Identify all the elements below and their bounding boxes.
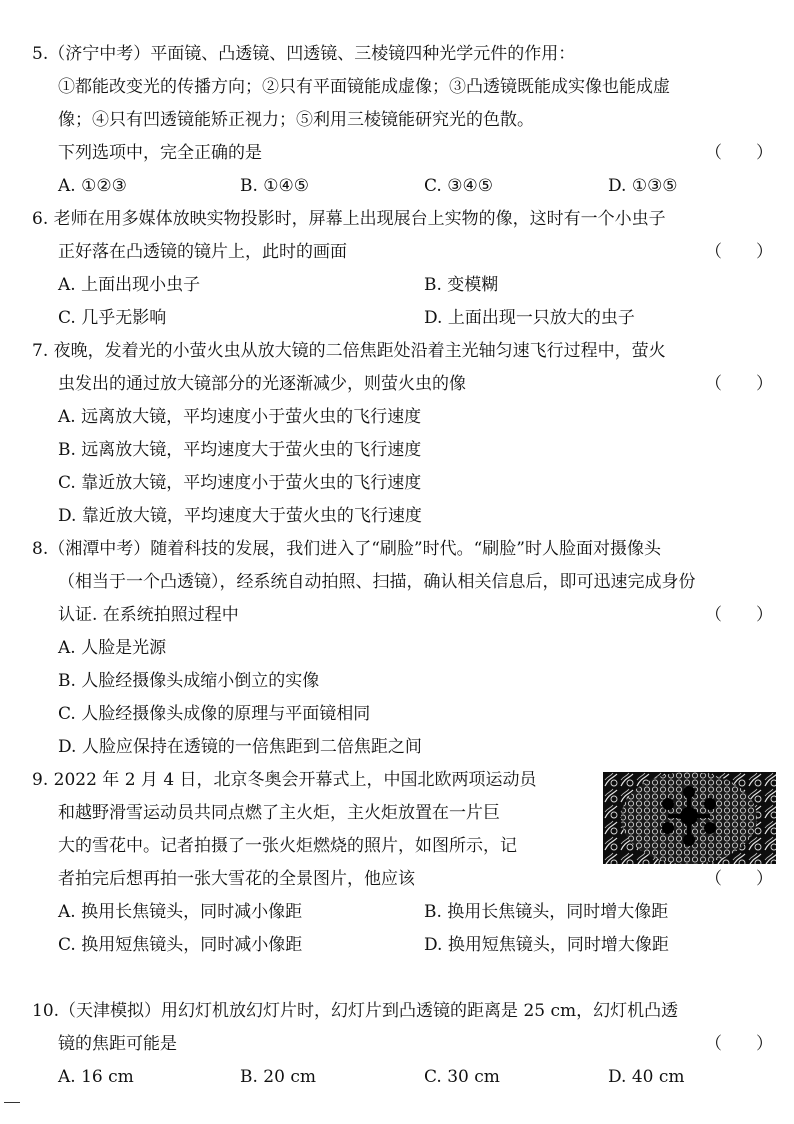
q7-option-d: D. 靠近放大镜，平均速度大于萤火虫的飞行速度	[58, 506, 422, 526]
q9-options-row-1	[58, 896, 777, 929]
q9-line-2: 和越野滑雪运动员共同点燃了主火炬，主火炬放置在一片巨	[58, 803, 500, 823]
answer-paren: （ ）	[705, 869, 773, 889]
q8-line-3: 认证. 在系统拍照过程中 （ ）	[58, 599, 777, 632]
q6-option-c: C. 几乎无影响	[58, 308, 167, 328]
answer-paren: （ ）	[705, 242, 773, 262]
q8-option-b: B. 人脸经摄像头成缩小倒立的实像	[58, 671, 320, 691]
q6-line-2: 正好落在凸透镜的镜片上，此时的画面 （ ）	[58, 236, 777, 269]
snowflake-torch-photo	[603, 772, 776, 864]
q10-option-d: D. 40 cm	[608, 1067, 685, 1087]
q9-options-row-2	[58, 929, 777, 962]
q6-options-row-2	[58, 302, 777, 335]
answer-paren: （ ）	[705, 374, 773, 394]
q10-option-c: C. 30 cm	[424, 1067, 500, 1087]
q10-line-1: 10.（天津模拟）用幻灯机放幻灯片时，幻灯片到凸透镜的距离是 25 cm，幻灯机凸透	[32, 1001, 679, 1021]
q9-line-3: 大的雪花中。记者拍摄了一张火炬燃烧的照片，如图所示，记	[58, 836, 517, 856]
q9-line-1: 9. 2022 年 2 月 4 日，北京冬奥会开幕式上，中国北欧两项运动员	[32, 770, 537, 790]
q8-option-a: A. 人脸是光源	[58, 638, 167, 658]
answer-paren: （ ）	[705, 143, 773, 163]
q9-option-a: A. 换用长焦镜头，同时减小像距	[58, 902, 303, 922]
q9-option-c: C. 换用短焦镜头，同时减小像距	[58, 935, 303, 955]
q7-line-1: 7. 夜晚，发着光的小萤火虫从放大镜的二倍焦距处沿着主光轴匀速飞行过程中，萤火	[32, 341, 666, 361]
q5-line-1: 5.（济宁中考）平面镜、凸透镜、凹透镜、三棱镜四种光学元件的作用：	[32, 44, 576, 64]
q9-line-4: 者拍完后想再拍一张大雪花的全景图片，他应该 （ ）	[58, 863, 777, 896]
q5-line-3: 像；④只有凹透镜能矫正视力；⑤利用三棱镜能研究光的色散。	[58, 110, 534, 130]
q7-line-2: 虫发出的通过放大镜部分的光逐渐减少，则萤火虫的像 （ ）	[58, 368, 777, 401]
answer-paren: （ ）	[705, 605, 773, 625]
q5-options	[58, 170, 777, 203]
q8-option-d: D. 人脸应保持在透镜的一倍焦距到二倍焦距之间	[58, 737, 422, 757]
q6-option-b: B. 变模糊	[424, 275, 499, 295]
q5-line-2: ①都能改变光的传播方向；②只有平面镜能成虚像；③凸透镜既能成实像也能成虚	[58, 77, 670, 97]
q9-option-b: B. 换用长焦镜头，同时增大像距	[424, 902, 669, 922]
q10-line-2: 镜的焦距可能是 （ ）	[58, 1028, 777, 1061]
q5-option-c: C. ③④⑤	[424, 176, 493, 196]
q10-options	[58, 1061, 777, 1094]
q7-option-b: B. 远离放大镜，平均速度大于萤火虫的飞行速度	[58, 440, 422, 460]
q10-option-b: B. 20 cm	[240, 1067, 316, 1087]
q6-line-1: 6. 老师在用多媒体放映实物投影时，屏幕上出现展台上实物的像，这时有一个小虫子	[32, 209, 666, 229]
q7-option-a: A. 远离放大镜，平均速度小于萤火虫的飞行速度	[58, 407, 422, 427]
q7-option-c: C. 靠近放大镜，平均速度小于萤火虫的飞行速度	[58, 473, 422, 493]
q5-option-b: B. ①④⑤	[240, 176, 310, 196]
answer-paren: （ ）	[705, 1034, 773, 1054]
q9-option-d: D. 换用短焦镜头，同时增大像距	[424, 935, 669, 955]
q6-option-a: A. 上面出现小虫子	[58, 275, 201, 295]
q8-line-2: （相当于一个凸透镜），经系统自动拍照、扫描，确认相关信息后，即可迅速完成身份	[58, 572, 696, 592]
q8-option-c: C. 人脸经摄像头成像的原理与平面镜相同	[58, 704, 371, 724]
snowflake-torch-icon	[603, 772, 776, 864]
q6-option-d: D. 上面出现一只放大的虫子	[424, 308, 635, 328]
q5-option-a: A. ①②③	[58, 176, 127, 196]
q5-option-d: D. ①③⑤	[608, 176, 678, 196]
q10-option-a: A. 16 cm	[58, 1067, 134, 1087]
q5-line-4: 下列选项中，完全正确的是 （ ）	[58, 137, 777, 170]
q8-line-1: 8.（湘潭中考）随着科技的发展，我们进入了“刷脸”时代。“刷脸”时人脸面对摄像头	[32, 539, 661, 559]
q6-options-row-1	[58, 269, 777, 302]
footer-rule	[4, 1102, 20, 1103]
